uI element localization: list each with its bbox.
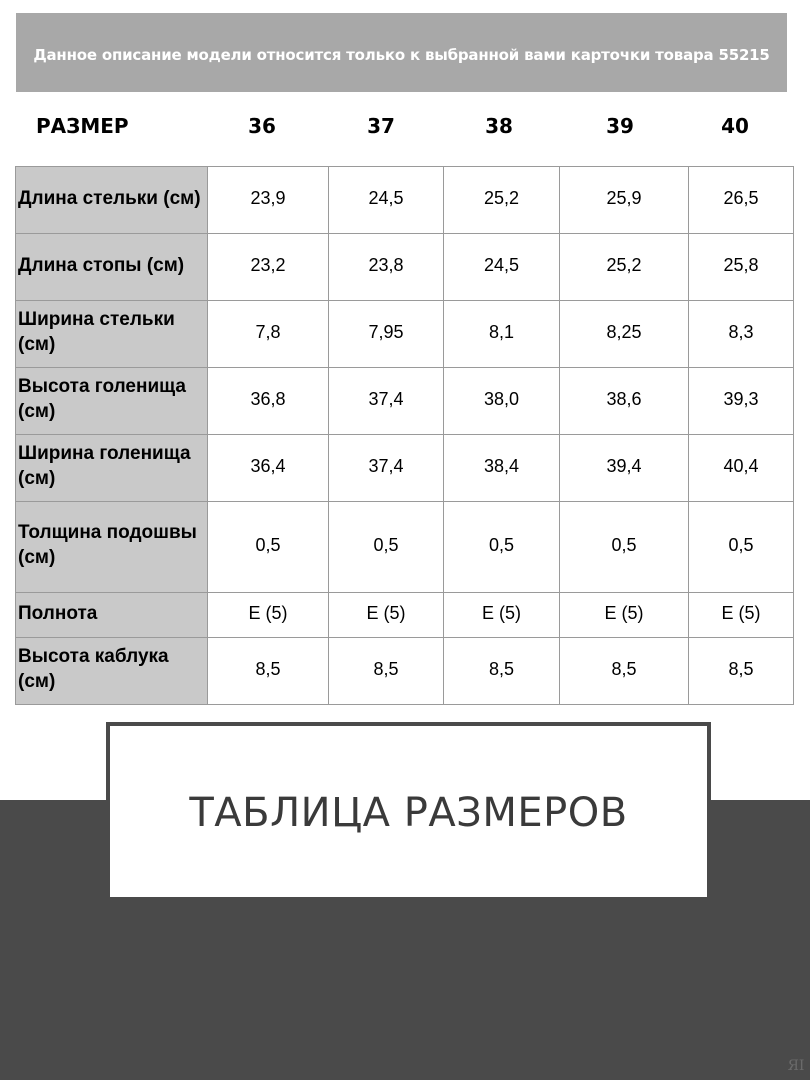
size-header-38: 38	[485, 114, 513, 138]
table-cell: 36,4	[208, 435, 329, 502]
table-row-foot-length	[16, 234, 794, 301]
size-header-37: 37	[367, 114, 395, 138]
table-cell: 37,4	[329, 368, 444, 435]
table-cell: 38,6	[560, 368, 689, 435]
info-banner	[16, 13, 787, 92]
page-title: ТАБЛИЦА РАЗМЕРОВ	[189, 789, 628, 836]
table-cell: 25,9	[560, 167, 689, 234]
size-header-row	[0, 92, 810, 166]
table-cell: 8,5	[208, 638, 329, 705]
table-cell: E (5)	[444, 593, 560, 638]
table-cell: 26,5	[689, 167, 794, 234]
table-cell: 36,8	[208, 368, 329, 435]
table-cell: 8,1	[444, 301, 560, 368]
row-label: Толщина подошвы (см)	[16, 502, 208, 593]
table-cell: 8,3	[689, 301, 794, 368]
row-label: Полнота	[16, 593, 208, 638]
table-cell: 38,0	[444, 368, 560, 435]
table-row-heel-height	[16, 638, 794, 705]
table-cell: 0,5	[208, 502, 329, 593]
table-cell: 8,5	[689, 638, 794, 705]
table-cell: 25,2	[560, 234, 689, 301]
size-header-39: 39	[606, 114, 634, 138]
table-cell: E (5)	[689, 593, 794, 638]
banner-text: Данное описание модели относится только к выбранной вами карточки товара 55215	[33, 45, 770, 64]
table-cell: 7,8	[208, 301, 329, 368]
row-label: Ширина голенища (см)	[16, 435, 208, 502]
watermark-logo	[784, 1055, 808, 1077]
table-cell: 8,5	[444, 638, 560, 705]
watermark-text: ЯI	[787, 1058, 805, 1074]
table-cell: 8,25	[560, 301, 689, 368]
table-cell: 0,5	[329, 502, 444, 593]
table-cell: E (5)	[329, 593, 444, 638]
row-label: Длина стельки (см)	[16, 167, 208, 234]
table-cell: 8,5	[329, 638, 444, 705]
table-cell: 23,9	[208, 167, 329, 234]
table-cell: 0,5	[444, 502, 560, 593]
table-cell: 38,4	[444, 435, 560, 502]
table-cell: 24,5	[444, 234, 560, 301]
title-box	[106, 722, 711, 897]
size-header-40: 40	[721, 114, 749, 138]
table-row-sole-thickness	[16, 502, 794, 593]
size-table	[15, 166, 794, 705]
table-cell: 40,4	[689, 435, 794, 502]
table-row-shaft-height	[16, 368, 794, 435]
table-cell: 7,95	[329, 301, 444, 368]
size-header-label: РАЗМЕР	[36, 114, 129, 138]
table-cell: 8,5	[560, 638, 689, 705]
table-row-insole-width	[16, 301, 794, 368]
row-label: Ширина стельки (см)	[16, 301, 208, 368]
table-row-insole-length	[16, 167, 794, 234]
table-row-fullness	[16, 593, 794, 638]
table-cell: E (5)	[560, 593, 689, 638]
table-cell: 0,5	[689, 502, 794, 593]
row-label: Длина стопы (см)	[16, 234, 208, 301]
table-cell: 39,4	[560, 435, 689, 502]
row-label: Высота каблука (см)	[16, 638, 208, 705]
table-cell: 39,3	[689, 368, 794, 435]
table-cell: 0,5	[560, 502, 689, 593]
table-cell: 25,8	[689, 234, 794, 301]
table-cell: 37,4	[329, 435, 444, 502]
table-cell: 24,5	[329, 167, 444, 234]
table-row-shaft-width	[16, 435, 794, 502]
table-cell: 25,2	[444, 167, 560, 234]
table-cell: 23,2	[208, 234, 329, 301]
row-label: Высота голенища (см)	[16, 368, 208, 435]
size-header-36: 36	[248, 114, 276, 138]
table-cell: 23,8	[329, 234, 444, 301]
table-cell: E (5)	[208, 593, 329, 638]
